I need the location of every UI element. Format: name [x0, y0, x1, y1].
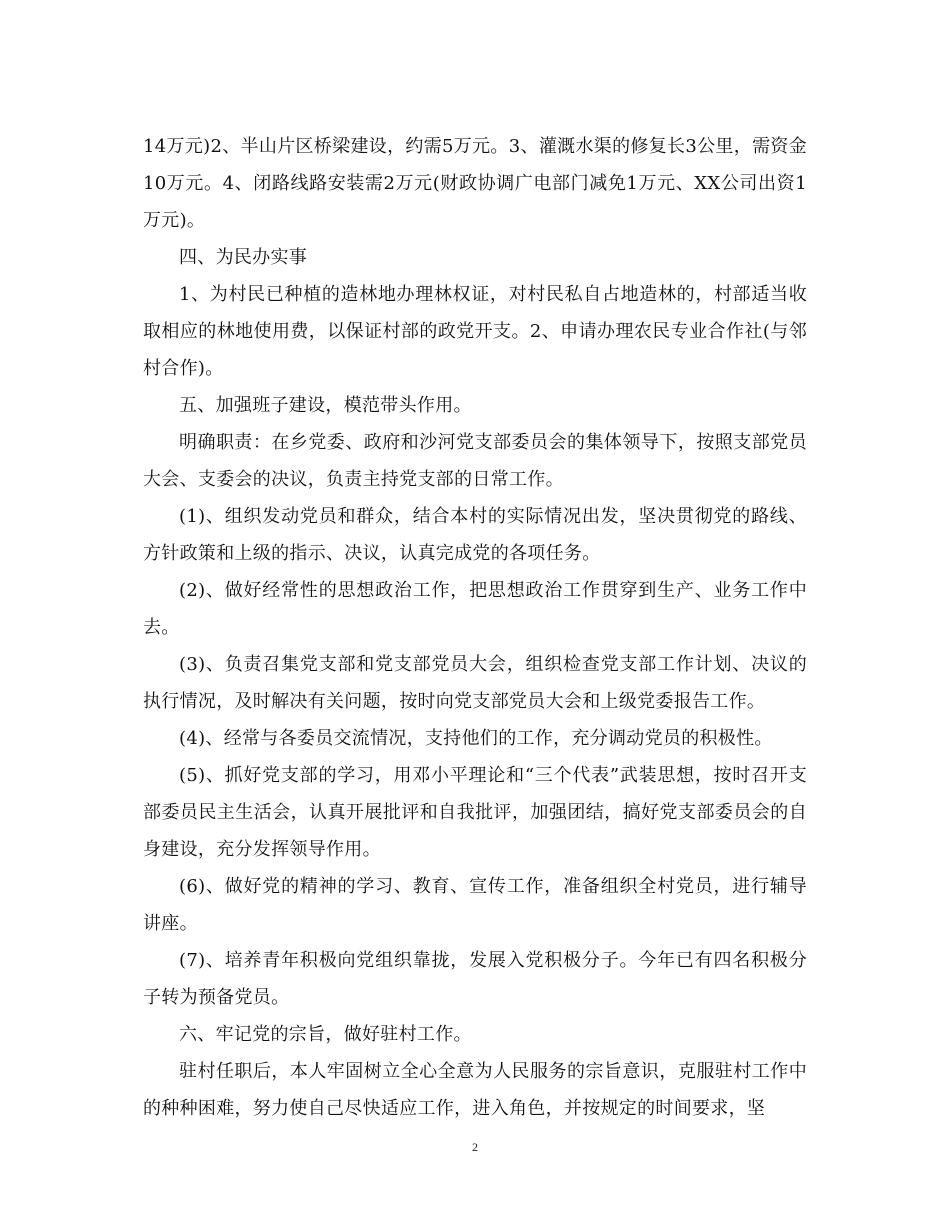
- list-item: (7)、培养青年积极向党组织靠拢，发展入党积极分子。今年已有四名积极分子转为预备党员。: [143, 950, 807, 1008]
- list-item: (3)、负责召集党支部和党支部党员大会，组织检查党支部工作计划、决议的执行情况，及时解决有关问题，按时向党支部党员大会和上级党委报告工作。: [143, 654, 807, 712]
- section-heading-4: 四、为民办实事: [179, 247, 308, 268]
- paragraph: 驻村任职后，本人牢固树立全心全意为人民服务的宗旨意识，克服驻村工作中的种种困难，努力使自己尽快适应工作，进入角色，并按规定的时间要求，坚: [143, 1061, 807, 1119]
- list-item: (2)、做好经常性的思想政治工作，把思想政治工作贯穿到生产、业务工作中去。: [143, 580, 807, 638]
- list-item: (6)、做好党的精神的学习、教育、宣传工作，准备组织全村党员，进行辅导讲座。: [143, 876, 807, 934]
- list-item: (5)、抓好党支部的学习，用邓小平理论和“三个代表”武装思想，按时召开支部委员民主生活会，认真开展批评和自我批评，加强团结，搞好党支部委员会的自身建设，充分发挥领导作用。: [143, 765, 807, 860]
- paragraph-continuation: 14万元)2、半山片区桥梁建设，约需5万元。3、灌溉水渠的修复长3公里，需资金10万元。4、闭路线路安装需2万元(财政协调广电部门减免1万元、XX公司出资1万元)。: [143, 136, 807, 231]
- paragraph: 1、为村民已种植的造林地办理林权证，对村民私自占地造林的，村部适当收取相应的林地使用费，以保证村部的政党开支。2、申请办理农民专业合作社(与邻村合作)。: [143, 284, 807, 379]
- page-number: 2: [472, 1140, 478, 1154]
- section-heading-6: 六、牢记党的宗旨，做好驻村工作。: [179, 1024, 472, 1045]
- list-item: (4)、经常与各委员交流情况，支持他们的工作，充分调动党员的积极性。: [179, 728, 773, 749]
- paragraph: 明确职责：在乡党委、政府和沙河党支部委员会的集体领导下，按照支部党员大会、支委会的决议，负责主持党支部的日常工作。: [143, 432, 807, 490]
- list-item: (1)、组织发动党员和群众，结合本村的实际情况出发，坚决贯彻党的路线、方针政策和上级的指示、决议，认真完成党的各项任务。: [143, 506, 807, 564]
- section-heading-5: 五、加强班子建设，模范带头作用。: [179, 395, 472, 416]
- document-body: [143, 128, 807, 1127]
